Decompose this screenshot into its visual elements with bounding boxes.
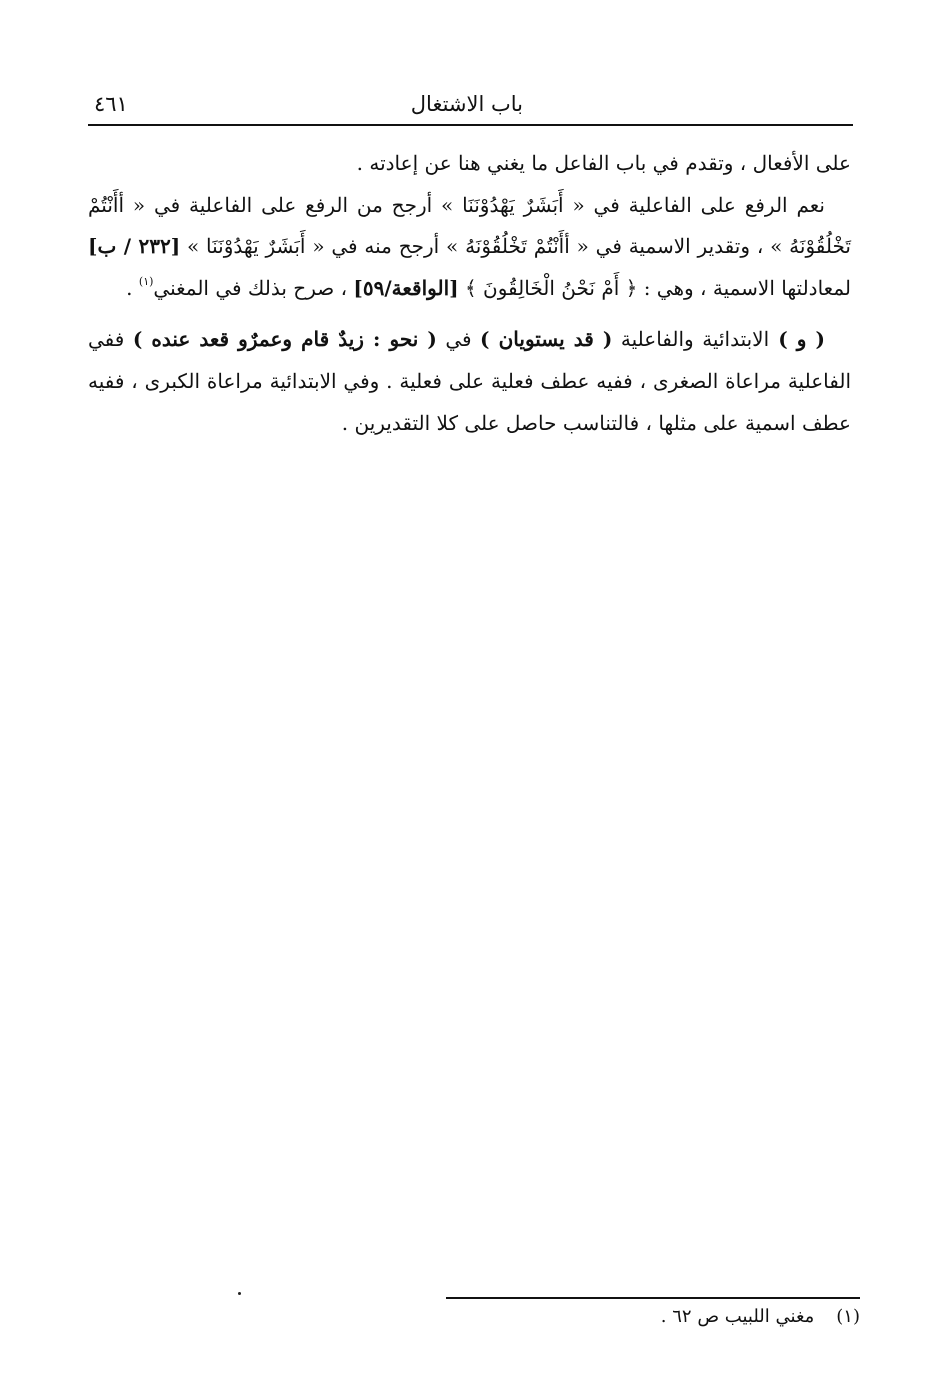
footnote-marker: (١) [138, 274, 154, 288]
paragraph-2-end: . [126, 275, 139, 300]
manuscript-folio-marker: [٢٣٢ / ب] [88, 234, 181, 259]
paragraph-3 [88, 319, 851, 444]
running-header [88, 88, 851, 124]
paragraph-2-text-b: لمعادلتها الاسمية ، وهي : ﴿ أَمْ نَحْنُ الْخَالِقُونَ ﴾ [458, 275, 851, 300]
footnote-rule [446, 1297, 860, 1299]
header-rule [88, 124, 853, 126]
paragraph-3-text-b: في [436, 327, 481, 352]
main-text [88, 143, 851, 444]
paragraph-2-text-c: ، صرح بذلك في المغني [153, 275, 354, 300]
footnote-1 [440, 1306, 860, 1327]
paragraph-1-text: على الأفعال ، وتقدم في باب الفاعل ما يغني هنا عن إعادته . [356, 151, 851, 175]
matn-text-2: ( نحو : زيدٌ قام وعمرٌو قعد عنده ) [132, 327, 437, 352]
paragraph-1 [88, 143, 851, 185]
matn-text-1: ( قد يستويان ) [480, 327, 613, 352]
chapter-title: باب الاشتغال [410, 92, 523, 116]
matn-marker-wa: ( و ) [769, 327, 825, 352]
footnote-text: مغني اللبيب ص ٦٢ . [660, 1306, 815, 1327]
paragraph-3-text-a: الابتدائية والفاعلية [612, 327, 770, 352]
footnote-number: (١) [836, 1306, 860, 1327]
paragraph-2-text-a: نعم الرفع على الفاعلية في « أَبَشَرٌ يَهْدُوْنَنَا » أرجح من الرفع على الفاعلية في « أأَنْتُمْ تَخْلُقُوْنَهُ » ، وتقدير الاسمية في « أأَنْتُمْ تَخْلُقُوْنَهُ » أرجح منه في « أَبَشَرٌ يَهْدُوْنَنَا » [88, 192, 851, 259]
quran-reference: [الواقعة/٥٩] [353, 275, 459, 300]
page-number: ٤٦١ [94, 92, 128, 116]
paragraph-2 [88, 185, 851, 310]
scan-speck [238, 1292, 241, 1295]
paragraph-3-text-c: ففي الفاعلية مراعاة الصغرى ، ففيه عطف فعلية على فعلية . وفي الابتدائية مراعاة الكبرى ، ففيه عطف اسمية على مثلها ، فالتناسب حاصل على كلا التقديرين . [88, 327, 851, 435]
